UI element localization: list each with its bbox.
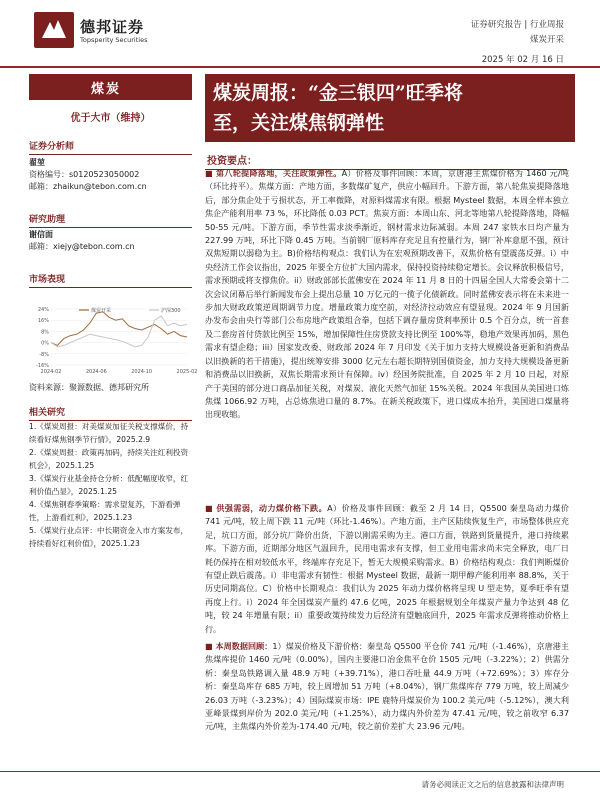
related-item[interactable]: 2.《煤炭周报：政策再加码，持续关注红利投资机会》，2025.1.25 xyxy=(29,448,189,470)
report-headline xyxy=(205,74,575,142)
company-name-en: Topsperity Securities xyxy=(80,36,148,44)
doc-subtitle: 煤炭开采 xyxy=(529,35,564,45)
related-item[interactable]: 1.《煤炭周报：对美煤炭加征关税支撑煤价，持续看好煤焦钢季节行情》，2025.2.9 xyxy=(29,422,189,444)
y-tick-label: 16% xyxy=(37,318,49,325)
legend-label: 沪深300 xyxy=(161,308,181,314)
headline-line-2: 至，关注煤焦钢弹性 xyxy=(213,112,385,134)
analyst-cert: 资格编号：s0120523050002 xyxy=(29,170,140,179)
company-name: 德邦证券 xyxy=(80,18,145,36)
market-heading: 市场表现 xyxy=(29,272,192,288)
x-tick-label: 2024-10 xyxy=(131,369,153,375)
paragraph-bullet: ■ 供强需弱，动力煤价格下跌。 xyxy=(205,503,328,513)
x-tick-label: 2024-02 xyxy=(40,369,62,375)
analyst-email[interactable]: 邮箱：zhaikun@tebon.com.cn xyxy=(29,182,147,191)
market-performance-chart xyxy=(29,303,198,378)
related-item[interactable]: 5.《煤炭行业点评：中长期资金入市方案发布，持续看好红利价值》，2025.1.23 xyxy=(29,526,189,548)
y-tick-label: -16% xyxy=(36,363,49,369)
y-tick-label: -8% xyxy=(39,351,49,358)
footer-divider xyxy=(0,771,600,772)
footer-disclaimer: 请务必阅读正文之后的信息披露和法律声明 xyxy=(421,780,564,789)
paragraph-text: A）价格及事件回顾：本周，京唐港主焦煤价格为 1460 元/吨（环比持平）。焦煤方面：产地方面，多数煤矿复产，供应小幅回升。下游方面，第八轮焦炭提降落地后，部分焦企处于亏损状态，开工率微降，对原料煤需求有限。根据 Mysteel 数据，本周全样本独立焦企产能利用率 73 %，环比降低 0.03 PCT。焦炭方面：本周山东、河北等地第八轮提降落地，降幅 50-55 元/吨。下游方面，季节性需求淡季渐近，钢材需求边际减弱。本周 247 家铁水日均产量为 227.99 万吨，环比下降 0.45 万吨。当前钢厂原料库存充足且有控量行为，钢厂补库意愿不强，预计双焦短期以弱稳为主。B)价格结构观点：我们认为在宏观预期改善下，双焦价格有望震荡反弹。i）中央经济工作会议指出，2025 年要全方位扩大国内需求，保持投资持续稳定增长。会议释放积极信号，需求预期或将支撑焦价。ii）财政部部长蓝佛安在 2024 年 11 月 8 日的十四届全国人大常委会第十二次会议闭幕后举行新闻发布会上提出总量 10 万亿元的一揽子化债新政。同时蓝佛安表示将在未来进一步加大财政政策逆周期调节力度。增量政策力度空前，对经济拉动效应有望显现。2024 年 9 月国新办发布会由央行等部门公布房地产政策组合拳，包括下调存量房贷利率预计 0.5 个百分点，统一首套及二套房首付贷款比例至 15%，增加保障性住房贷款支持比例至 100%等，稳地产效果再加码，黑色需求有望企稳；iii）国家发改委、财政部 2024 年 7 月印发《关于加力支持大规模设备更新和消费品以旧换新的若干措施》，提出统筹安排 3000 亿元左右超长期特别国债资金，加力支持大规模设备更新和消费品以旧换新，双焦长期需求预计有保障。iv）经国务院批准，自 2025 年 2 月 10 日起，对原产于美国的部分进口商品加征关税，对煤炭、液化天然气加征 15%关税。2024 年我国从美国进口炼焦煤 1066.92 万吨，占总炼焦进口量的 8.7%。在新关税政策下，进口煤成本抬升，美国进口煤量将出现收缩。 xyxy=(205,168,570,420)
related-item[interactable]: 4.《煤焦钢春季策略：需求望复苏，下游看弹性，上游看红利》，2025.1.23 xyxy=(29,500,181,522)
rating: 优于大市（维持） xyxy=(70,113,151,124)
assistant-heading: 研究助理 xyxy=(29,212,192,228)
paragraph-text: A）价格及事件回顾：截至 2 月 14 日，Q5500 秦皇岛动力煤价 741 元/吨，较上周下跌 11 元/吨（环比-1.46%）。产地方面，主产区陆续恢复生产，市场整体供应充足，坑口方面，部分坑厂降价出货，下游以刚需采购为主。港口方面，铁路到货量提升，港口持续累库。下游方面，近期部分地区气温回升，民用电需求有支撑，但工业用电需求尚未完全释放，电厂日耗仍保持在相对较低水平，终端库存充足下，暂无大规模采购需求。B）价格结构观点：我们判断煤价有望止跌后震荡。i）非电需求有韧性：根据 Mysteel 数据，最新一期甲醇产能利用率 88.8%，关于历史同期高位。C）价格中长期观点：我们认为 2025 年动力煤价格将呈现 U 型走势，夏季旺季有望再度上行。i）2024 年全国煤炭产量约 47.6 亿吨，2025 年根据规划全年煤炭产量力争达到 48 亿吨，较 24 年增量有限；ii）重要政策持续发力后经济有望触底回升，2025 年需求反弹将推动价格上行。 xyxy=(205,503,569,634)
related-heading: 相关研究 xyxy=(29,405,192,421)
paragraph-bullet: ■ 第八轮提降落地，关注政策弹性。 xyxy=(205,168,342,178)
analyst-heading: 证券分析师 xyxy=(29,139,192,155)
assistant-email[interactable]: 邮箱：xiejy@tebon.com.cn xyxy=(29,242,135,251)
paragraph-text: 1）煤炭价格及下游价格：秦皇岛 Q5500 平仓价 741 元/吨（-1.46%），京唐港主焦煤库提价 1460 元/吨（0.00%），国内主要港口冶金焦平仓价 1505 元/吨（-3.22%）；2）供需分析：秦皇岛铁路调入量 48.9 万吨（+39.71%），港口吞吐量 44.9 万吨（+72.69%）；3）库存分析：秦皇岛库存 685 万吨，较上周增加 51 万吨（+8.04%），钢厂焦煤库存 779 万吨，较上周减少 26.03 万吨（-3.23%）；4）国际煤炭市场：IPE 鹿特丹煤炭价为 100.2 美元/吨（-5.12%），澳大利亚峰景煤到岸价为 202.0 美元/吨（+1.25%），动力煤内外价差为 47.41 元/吨，较之前收窄 6.37 元/吨，主焦煤内外价差为-174.40 元/吨，较之前价差扩大 23.96 元/吨。 xyxy=(205,641,570,732)
paragraph-bullet: ■ 本周数据回顾： xyxy=(205,641,273,651)
header-divider xyxy=(0,66,600,68)
x-tick-label: 2025-02 xyxy=(176,369,198,375)
analyst-name: 翟堃 xyxy=(29,158,45,167)
headline-line-1: 煤炭周报：“金三银四”旺季将 xyxy=(213,82,463,104)
y-tick-label: 8% xyxy=(41,329,49,336)
paragraph-coking-coal xyxy=(205,167,569,422)
related-list xyxy=(29,420,192,550)
report-date: 2025 年 02 月 16 日 xyxy=(481,55,564,65)
company-logo-icon xyxy=(34,12,74,48)
doc-type: 证券研究报告 | 行业周报 xyxy=(470,20,564,30)
investment-points-heading: 投资要点： xyxy=(205,148,567,170)
y-tick-label: 24% xyxy=(37,307,49,313)
assistant-name: 谢信面 xyxy=(29,230,53,239)
paragraph-thermal-coal xyxy=(205,502,569,636)
related-item[interactable]: 3.《煤炭行业基金持仓分析：低配幅度收窄，红利价值凸显》，2025.1.25 xyxy=(29,474,189,496)
y-tick-label: 0% xyxy=(41,340,49,347)
x-tick-label: 2024-06 xyxy=(85,369,107,375)
chart-source: 资料来源：聚源数据、德邦研究所 xyxy=(29,383,149,392)
sector-label: 煤炭 xyxy=(29,74,192,100)
paragraph-weekly-data xyxy=(205,640,569,734)
legend-label: 煤炭开采 xyxy=(91,308,112,314)
